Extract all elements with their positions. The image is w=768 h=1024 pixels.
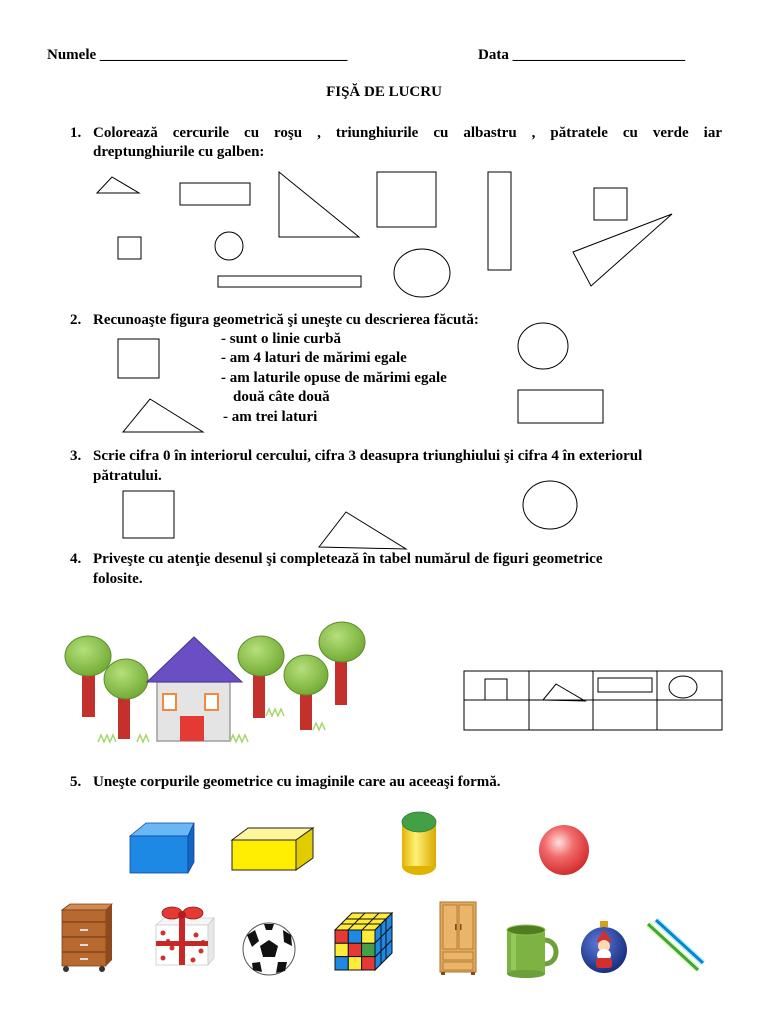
exercise-number: 1. — [70, 125, 82, 141]
ex3-square — [123, 491, 174, 538]
rectangle — [180, 183, 250, 205]
small-triangle — [97, 177, 139, 193]
ex2-circle — [518, 323, 568, 369]
mug-icon — [507, 925, 556, 978]
exercise3-line2: pătratului. — [93, 468, 162, 484]
tall-rectangle — [488, 172, 511, 270]
table-header-rectangle — [598, 678, 652, 692]
small-square-right — [594, 188, 627, 220]
soccer-ball-icon — [243, 923, 295, 975]
grass-tuft — [230, 735, 248, 742]
exercise3-line1: Scrie cifra 0 în interiorul cercului, cifra 3 deasupra triunghiului şi cifra 4 în exteriorul — [93, 448, 643, 464]
gift-box-icon — [156, 907, 214, 965]
yellow-cuboid-icon — [232, 828, 313, 870]
ex2-square — [118, 339, 159, 378]
ex2-triangle — [123, 399, 203, 432]
square — [377, 172, 436, 227]
exercise-number: 3. — [70, 448, 82, 464]
sphere-icon — [539, 825, 589, 875]
table-header-circle — [669, 676, 697, 698]
description-item: - am 4 laturi de mărimi egale — [221, 350, 407, 366]
ex3-triangle — [319, 512, 406, 549]
small-square-left — [118, 237, 141, 259]
date-field: Data _______________________ — [478, 47, 686, 63]
right-triangle — [279, 172, 359, 237]
exercise4-line1: Priveşte cu atenţie desenul şi completează în tabel numărul de figuri geometrice — [93, 551, 603, 567]
tree-canopy — [319, 622, 365, 662]
house-window-right — [205, 694, 218, 710]
tree-trunk — [335, 657, 347, 705]
exercise3-shapes — [123, 481, 577, 549]
grass-tuft — [98, 735, 116, 742]
grass-tuft — [266, 709, 284, 716]
exercise-number: 5. — [70, 774, 82, 790]
small-circle — [215, 232, 243, 260]
name-field: Numele _________________________________ — [47, 47, 348, 63]
rubiks-cube-icon — [335, 913, 392, 970]
exercise5-instruction: Uneşte corpurile geometrice cu imaginile care au aceeaşi formă. — [93, 774, 501, 790]
exercise-number: 4. — [70, 551, 82, 567]
ex2-rectangle — [518, 390, 603, 423]
description-item: - am trei laturi — [223, 409, 318, 425]
exercise-number: 2. — [70, 312, 82, 328]
tree-trunk — [300, 692, 312, 730]
drawer-cabinet-icon — [62, 904, 112, 972]
wardrobe-icon — [440, 902, 476, 975]
table-header-triangle — [543, 684, 585, 701]
blue-cube-icon — [130, 823, 194, 873]
tree-trunk — [118, 695, 130, 739]
description-item-continuation: două câte două — [233, 389, 330, 405]
tree-trunk — [82, 672, 95, 717]
house-trees-drawing — [65, 622, 365, 742]
worksheet-title: FIŞĂ DE LUCRU — [326, 84, 442, 100]
long-rectangle — [218, 276, 361, 287]
description-item: - am laturile opuse de mărimi egale — [221, 370, 447, 386]
tree-canopy — [65, 636, 111, 676]
tree-canopy — [104, 659, 148, 699]
exercise1-shapes — [97, 172, 672, 297]
obtuse-triangle — [573, 214, 672, 286]
shape-count-table — [464, 671, 722, 730]
exercise1-line1: Colorează cercurile cu roşu , triunghiurile cu albastru , pătratele cu verde iar — [93, 125, 722, 141]
christmas-ornament-icon — [581, 921, 627, 973]
tree-canopy — [284, 655, 328, 695]
exercise4-line2: folosite. — [93, 571, 143, 587]
exercise1-line2: dreptunghiurile cu galben: — [93, 144, 265, 160]
house-roof — [147, 637, 242, 682]
cylinder-icon — [402, 812, 436, 875]
tree-canopy — [238, 636, 284, 676]
glow-sticks-icon — [648, 920, 703, 970]
house-door — [180, 716, 204, 741]
description-item: - sunt o linie curbă — [221, 331, 342, 347]
tree-trunk — [253, 672, 265, 718]
large-circle — [394, 249, 450, 297]
ex3-circle — [523, 481, 577, 529]
grass-tuft — [137, 735, 149, 742]
exercise2-instruction: Recunoaşte figura geometrică şi uneşte cu descrierea făcută: — [93, 312, 479, 328]
table-header-square — [485, 679, 507, 700]
house-window-left — [163, 694, 176, 710]
grass-tuft — [313, 723, 325, 730]
